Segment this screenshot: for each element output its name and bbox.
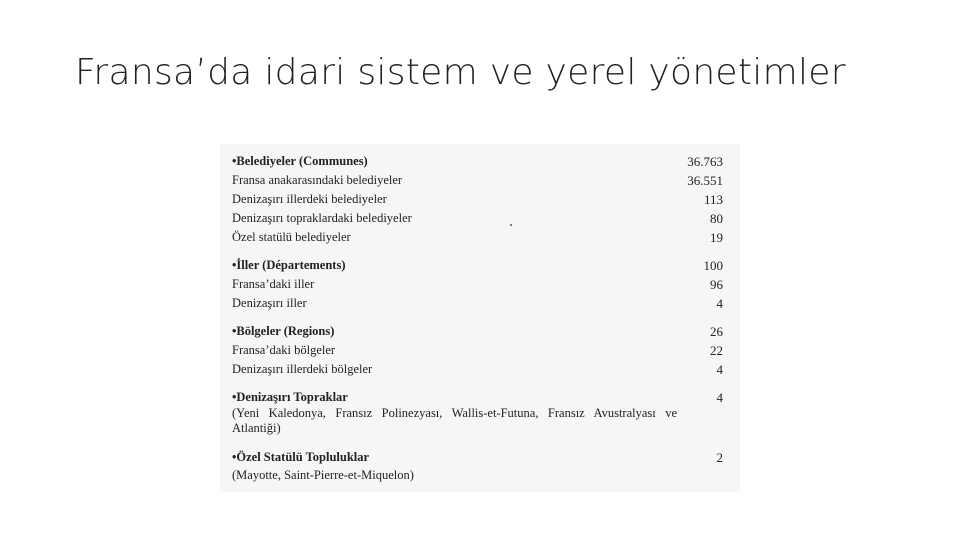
departements-header-value: 100 — [703, 258, 723, 273]
table-row — [220, 275, 740, 294]
scan-speck — [510, 224, 512, 226]
row-label: Denizaşırı illerdeki belediyeler — [232, 192, 387, 206]
row-value: 36.551 — [687, 173, 723, 188]
row-label: Fransa anakarasındaki belediyeler — [232, 173, 403, 187]
collectivities-header-row — [220, 448, 740, 467]
collectivities-note: (Mayotte, Saint-Pierre-et-Miquelon) — [232, 468, 414, 482]
row-label: Özel statülü belediyeler — [232, 230, 351, 244]
departements-header-label: •İller (Départements) — [232, 258, 346, 272]
row-value: 80 — [710, 211, 723, 226]
row-value: 19 — [710, 230, 723, 245]
table-row — [220, 209, 740, 228]
regions-header-value: 26 — [710, 324, 723, 339]
table-row — [220, 294, 740, 313]
row-label: Denizaşırı illerdeki bölgeler — [232, 362, 373, 376]
row-label: Denizaşırı iller — [232, 296, 307, 310]
row-label: Denizaşırı topraklardaki belediyeler — [232, 211, 412, 225]
territories-header-value: 4 — [716, 390, 723, 405]
territories-header-row — [220, 388, 740, 407]
scanned-table-image — [220, 144, 740, 492]
territories-note: (Yeni Kaledonya, Fransız Polinezyası, Wallis-et-Futuna, Fransız Avustralyası ve Atlantiği) — [232, 406, 677, 435]
table-row — [220, 190, 740, 209]
regions-header-label: •Bölgeler (Regions) — [232, 324, 335, 338]
row-value: 113 — [703, 192, 723, 207]
communes-header-value: 36.763 — [687, 154, 723, 169]
departements-header-row — [220, 256, 740, 275]
row-label: Fransa’daki iller — [232, 277, 315, 291]
table-row — [220, 360, 740, 379]
communes-header-label: •Belediyeler (Communes) — [232, 154, 368, 168]
slide-title: Fransa’da idari sistem ve yerel yönetimler — [75, 52, 846, 93]
collectivities-header-label: •Özel Statülü Topluluklar — [232, 450, 370, 464]
row-value: 22 — [710, 343, 723, 358]
collectivities-header-value: 2 — [716, 450, 723, 465]
table-row — [220, 341, 740, 360]
territories-header-label: •Denizaşırı Topraklar — [232, 390, 348, 404]
row-label: Fransa’daki bölgeler — [232, 343, 336, 357]
table-row — [220, 171, 740, 190]
row-value: 96 — [710, 277, 723, 292]
table-row — [220, 228, 740, 247]
communes-header-row — [220, 152, 740, 171]
regions-header-row — [220, 322, 740, 341]
row-value: 4 — [716, 362, 723, 377]
row-value: 4 — [716, 296, 723, 311]
